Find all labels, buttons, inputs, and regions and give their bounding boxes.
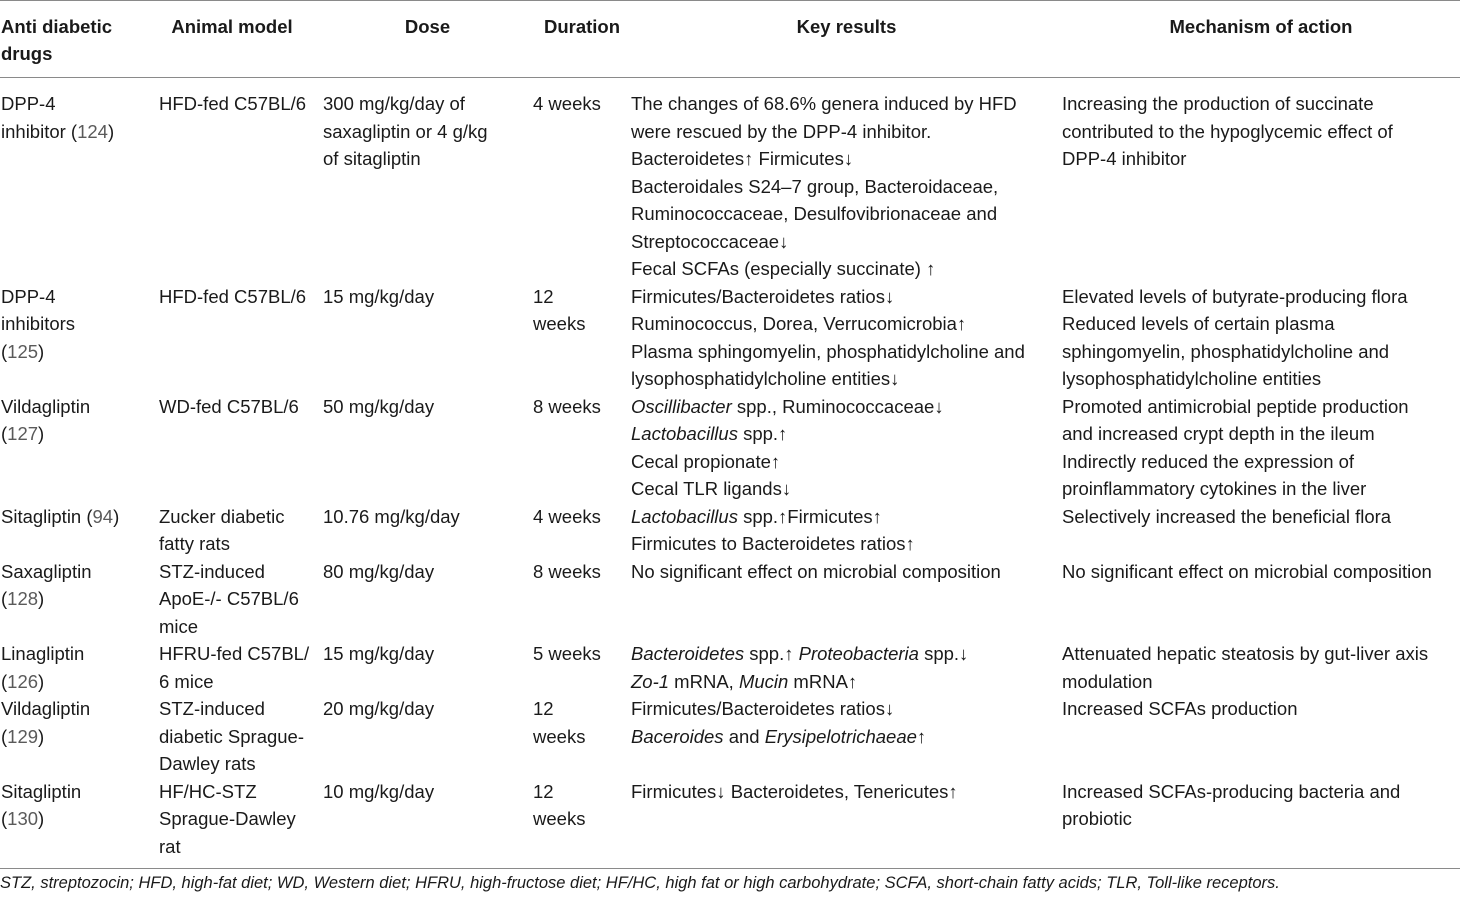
table-row <box>0 778 1460 869</box>
cell-key-results <box>631 778 1062 869</box>
key-result-line: Baceroides and Erysipelotrichaeae↑ <box>631 725 927 747</box>
key-result-line: Firmicutes/Bacteroidetes ratios↓ <box>631 698 895 719</box>
cell-duration <box>533 393 631 503</box>
cell-dose <box>322 78 533 283</box>
cell-animal-model <box>142 283 322 393</box>
dose-line: 15 mg/kg/day <box>323 643 435 664</box>
taxon-name: Oscillibacter <box>631 395 732 417</box>
cell-dose <box>322 503 533 558</box>
cell-mechanism <box>1062 283 1460 393</box>
animal-model-line: STZ-induced <box>159 698 265 719</box>
cell-dose <box>322 393 533 503</box>
animal-model-line: mice <box>159 615 199 637</box>
drug-name-line: Sitagliptin (94) <box>1 505 120 527</box>
animal-model-line: WD-fed C57BL/6 <box>159 395 299 417</box>
key-result-line: Firmicutes↓ Bacteroidetes, Tenericutes↑ <box>631 780 958 802</box>
animal-model-line: HFD-fed C57BL/6 <box>159 93 307 114</box>
drug-name-line: (125) <box>1 340 45 362</box>
header-dose: Dose <box>322 1 533 78</box>
table-footnote: STZ, streptozocin; HFD, high-fat diet; WD, Western diet; HFRU, high-fructose diet; HF/HC, high fat or high carbohydrate; SCFA, short-chain fatty acids; TLR, Toll-like receptors. <box>0 874 1280 892</box>
cell-key-results <box>631 503 1062 558</box>
cell-drug <box>0 640 142 695</box>
drug-name-line: inhibitors <box>1 313 76 334</box>
animal-model-line: Dawley rats <box>159 753 256 774</box>
key-result-line: Lactobacillus spp.↑ <box>631 423 788 444</box>
cell-animal-model <box>142 640 322 695</box>
key-result-line: Firmicutes to Bacteroidetes ratios↑ <box>631 533 915 554</box>
header-mechanism: Mechanism of action <box>1062 1 1460 78</box>
drug-name-line: (126) <box>1 670 45 692</box>
duration-line: 12 <box>533 698 554 719</box>
header-key-results: Key results <box>631 1 1062 78</box>
cell-mechanism <box>1062 558 1460 641</box>
mechanism-line: probiotic <box>1062 808 1132 829</box>
dose-line: 10 mg/kg/day <box>323 780 435 802</box>
header-row <box>0 1 1460 78</box>
header-drugs-l1 <box>1 13 142 67</box>
duration-line: 8 weeks <box>533 560 601 582</box>
animal-model-line: rat <box>159 835 181 857</box>
reference-link[interactable]: 130 <box>7 808 39 829</box>
duration-line: 5 weeks <box>533 643 601 664</box>
animal-model-line: HF/HC-STZ <box>159 780 257 802</box>
mechanism-line: No significant effect on microbial composition <box>1062 560 1432 582</box>
cell-key-results <box>631 558 1062 641</box>
dose-line: 80 mg/kg/day <box>323 560 435 582</box>
mechanism-line: Indirectly reduced the expression of <box>1062 450 1355 472</box>
mechanism-line: Increased SCFAs-producing bacteria and <box>1062 780 1401 802</box>
reference-link[interactable]: 127 <box>7 423 39 444</box>
duration-line: weeks <box>533 313 586 334</box>
drug-name-line: (130) <box>1 808 45 829</box>
cell-drug <box>0 78 142 283</box>
drug-name-line: Linagliptin <box>1 643 85 664</box>
duration-line: weeks <box>533 808 586 829</box>
cell-dose <box>322 778 533 869</box>
cell-mechanism <box>1062 503 1460 558</box>
header-duration: Duration <box>533 1 631 78</box>
cell-duration <box>533 778 631 869</box>
cell-animal-model <box>142 695 322 778</box>
duration-line: 8 weeks <box>533 395 601 417</box>
cell-dose <box>322 695 533 778</box>
dose-line: 20 mg/kg/day <box>323 698 435 719</box>
taxon-name: Lactobacillus <box>631 505 738 527</box>
reference-link[interactable]: 94 <box>92 505 114 527</box>
key-result-line: Cecal TLR ligands↓ <box>631 478 792 499</box>
taxon-name: Mucin <box>738 670 789 692</box>
cell-animal-model <box>142 778 322 869</box>
key-result-line: Bacteroidetes↑ Firmicutes↓ <box>631 148 854 169</box>
cell-duration <box>533 640 631 695</box>
reference-link[interactable]: 129 <box>7 725 39 747</box>
dose-line: of sitagliptin <box>323 148 421 169</box>
key-result-line: Oscillibacter spp., Ruminococcaceae↓ <box>631 395 944 417</box>
header-animal-model: Animal model <box>142 1 322 78</box>
key-result-line: Zo-1 mRNA, Mucin mRNA↑ <box>631 670 858 692</box>
mechanism-line: Elevated levels of butyrate-producing flora <box>1062 285 1408 307</box>
dose-line: 50 mg/kg/day <box>323 395 435 417</box>
cell-dose <box>322 283 533 393</box>
mechanism-line: lysophosphatidylcholine entities <box>1062 368 1322 389</box>
drug-name-line: Vildagliptin <box>1 698 91 719</box>
header-drugs-line: drugs <box>1 43 53 64</box>
animal-model-line: Sprague-Dawley <box>159 808 296 829</box>
cell-drug <box>0 695 142 778</box>
cell-dose <box>322 558 533 641</box>
table-row <box>0 393 1460 503</box>
mechanism-line: modulation <box>1062 670 1153 692</box>
key-result-line: Cecal propionate↑ <box>631 450 781 472</box>
cell-mechanism <box>1062 78 1460 283</box>
table-row <box>0 78 1460 283</box>
key-result-line: Ruminococcaceae, Desulfovibrionaceae and <box>631 203 998 224</box>
mechanism-line: Promoted antimicrobial peptide production <box>1062 395 1409 417</box>
key-result-line: Firmicutes/Bacteroidetes ratios↓ <box>631 285 895 307</box>
cell-drug <box>0 558 142 641</box>
cell-drug <box>0 393 142 503</box>
animal-model-line: HFD-fed C57BL/6 <box>159 285 307 307</box>
drug-name-line: Vildagliptin <box>1 395 91 417</box>
cell-mechanism <box>1062 640 1460 695</box>
cell-drug <box>0 283 142 393</box>
reference-link[interactable]: 126 <box>7 670 39 692</box>
reference-link[interactable]: 124 <box>77 120 108 142</box>
cell-animal-model <box>142 78 322 283</box>
dose-line: 300 mg/kg/day of <box>323 93 465 114</box>
animal-model-line: ApoE-/- C57BL/6 <box>159 588 299 609</box>
drug-name-line: Sitagliptin <box>1 780 82 802</box>
mechanism-line: DPP-4 inhibitor <box>1062 148 1187 169</box>
dose-line: 10.76 mg/kg/day <box>323 505 460 527</box>
mechanism-line: and increased crypt depth in the ileum <box>1062 423 1375 444</box>
mechanism-line: Attenuated hepatic steatosis by gut-liver axis <box>1062 643 1429 664</box>
key-result-line: Plasma sphingomyelin, phosphatidylcholine and <box>631 340 1025 362</box>
animal-model-line: Zucker diabetic <box>159 505 285 527</box>
key-result-line: Ruminococcus, Dorea, Verrucomicrobia↑ <box>631 313 967 334</box>
table-row <box>0 503 1460 558</box>
reference-link[interactable]: 125 <box>7 340 39 362</box>
key-result-line: No significant effect on microbial composition <box>631 560 1001 582</box>
cell-drug <box>0 778 142 869</box>
drug-name-line: (127) <box>1 423 45 444</box>
cell-key-results <box>631 283 1062 393</box>
animal-model-line: fatty rats <box>159 533 230 554</box>
cell-animal-model <box>142 558 322 641</box>
mechanism-line: Selectively increased the beneficial flora <box>1062 505 1392 527</box>
table-row <box>0 283 1460 393</box>
dose-line: 15 mg/kg/day <box>323 285 435 307</box>
key-result-line: were rescued by the DPP-4 inhibitor. <box>631 120 932 142</box>
key-result-line: Lactobacillus spp.↑Firmicutes↑ <box>631 505 882 527</box>
cell-key-results <box>631 695 1062 778</box>
cell-duration <box>533 558 631 641</box>
animal-model-line: STZ-induced <box>159 560 265 582</box>
cell-key-results <box>631 640 1062 695</box>
key-result-line: Streptococcaceae↓ <box>631 230 789 252</box>
dose-line: saxagliptin or 4 g/kg <box>323 120 488 142</box>
cell-drug <box>0 503 142 558</box>
reference-link[interactable]: 128 <box>7 588 39 609</box>
mechanism-line: Reduced levels of certain plasma <box>1062 313 1335 334</box>
taxon-name: Zo-1 <box>631 670 670 692</box>
key-result-line: Fecal SCFAs (especially succinate) ↑ <box>631 258 936 279</box>
cell-dose <box>322 640 533 695</box>
taxon-name: Bacteroidetes <box>631 643 745 664</box>
cell-key-results <box>631 78 1062 283</box>
mechanism-line: Increasing the production of succinate <box>1062 93 1374 114</box>
duration-line: 4 weeks <box>533 505 601 527</box>
taxon-name: Erysipelotrichaeae <box>764 725 917 747</box>
cell-animal-model <box>142 503 322 558</box>
duration-line: 12 <box>533 285 554 307</box>
header-drugs <box>0 1 142 78</box>
key-result-line: lysophosphatidylcholine entities↓ <box>631 368 900 389</box>
taxon-name: Proteobacteria <box>798 643 919 664</box>
header-drugs-line: Anti diabetic <box>1 16 113 37</box>
taxon-name: Lactobacillus <box>631 423 738 444</box>
mechanism-line: contributed to the hypoglycemic effect of <box>1062 120 1393 142</box>
table-row <box>0 558 1460 641</box>
mechanism-line: proinflammatory cytokines in the liver <box>1062 478 1367 499</box>
cell-duration <box>533 78 631 283</box>
taxon-name: Baceroides <box>631 725 724 747</box>
mechanism-line: sphingomyelin, phosphatidylcholine and <box>1062 340 1390 362</box>
duration-line: weeks <box>533 725 586 747</box>
drug-name-line: DPP-4 <box>1 285 56 307</box>
animal-model-line: diabetic Sprague- <box>159 725 305 747</box>
cell-duration <box>533 283 631 393</box>
drug-name-line: inhibitor (124) <box>1 120 115 142</box>
drug-name-line: (128) <box>1 588 45 609</box>
cell-mechanism <box>1062 695 1460 778</box>
key-result-line: Bacteroidetes spp.↑ Proteobacteria spp.↓ <box>631 643 969 664</box>
cell-mechanism <box>1062 393 1460 503</box>
duration-line: 4 weeks <box>533 93 601 114</box>
mechanism-line: Increased SCFAs production <box>1062 698 1298 719</box>
cell-animal-model <box>142 393 322 503</box>
drug-name-line: DPP-4 <box>1 93 56 114</box>
cell-duration <box>533 503 631 558</box>
drug-name-line: Saxagliptin <box>1 560 92 582</box>
drug-name-line: (129) <box>1 725 45 747</box>
cell-key-results <box>631 393 1062 503</box>
key-result-line: Bacteroidales S24–7 group, Bacteroidaceae, <box>631 175 999 197</box>
duration-line: 12 <box>533 780 554 802</box>
table-row <box>0 640 1460 695</box>
cell-mechanism <box>1062 778 1460 869</box>
key-result-line: The changes of 68.6% genera induced by HFD <box>631 93 1017 114</box>
animal-model-line: 6 mice <box>159 670 214 692</box>
cell-duration <box>533 695 631 778</box>
animal-model-line: HFRU-fed C57BL/ <box>159 643 310 664</box>
table-row <box>0 695 1460 778</box>
